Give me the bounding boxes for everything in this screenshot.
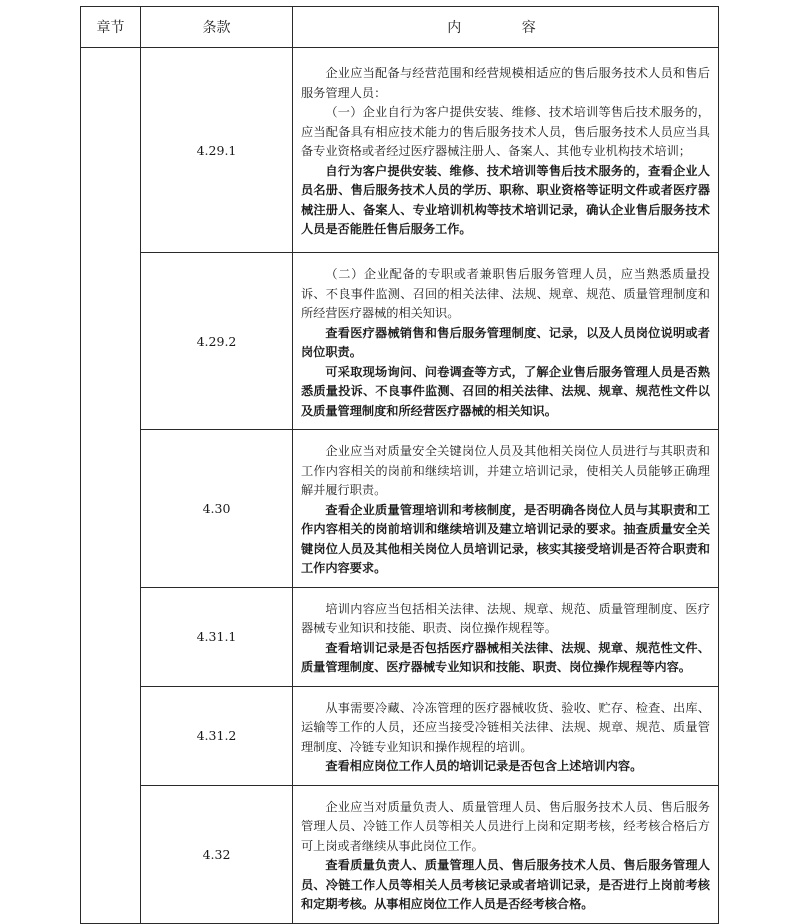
clause-number: 4.30 — [141, 430, 293, 588]
table-row — [81, 587, 719, 686]
clause-number: 4.31.2 — [141, 686, 293, 785]
inspection-method-paragraph: 自行为客户提供安装、维修、技术培训等售后技术服务的，查看企业人员名册、售后服务技术人员的学历、职称、职业资格等证明文件或者医疗器械注册人、备案人、专业培训机构等技术培训记录，确认企业售后服务技术人员是否能胜任售后服务工作。 — [301, 163, 710, 237]
inspection-method-paragraph: 查看企业质量管理培训和考核制度，是否明确各岗位人员与其职责和工作内容相关的岗前培训和继续培训及建立培训记录的要求。抽查质量安全关键岗位人员及其他相关岗位人员培训记录，核实其接受培训是否符合职责和工作内容要求。 — [301, 502, 710, 575]
header-chapter: 章节 — [81, 7, 141, 48]
inspection-method-paragraph: 查看医疗器械销售和售后服务管理制度、记录，以及人员岗位说明或者岗位职责。 — [301, 325, 710, 359]
table-row — [81, 253, 719, 430]
requirement-paragraph: 培训内容应当包括相关法律、法规、规章、规范、质量管理制度、医疗器械专业知识和技能、职责、岗位操作规程等。 — [301, 601, 710, 635]
table-body — [81, 48, 719, 924]
requirement-paragraph: 企业应当对质量安全关键岗位人员及其他相关岗位人员进行与其职责和工作内容相关的岗前和继续培训，并建立培训记录，使相关人员能够正确理解并履行职责。 — [301, 444, 710, 497]
regulation-table-page — [80, 6, 718, 924]
inspection-method-paragraph: 可采取现场询问、问卷调查等方式，了解企业售后服务管理人员是否熟悉质量投诉、不良事件监测、召回的相关法律、法规、规章、规范性文件以及质量管理制度和所经营医疗器械的相关知识。 — [301, 364, 710, 418]
clause-number: 4.29.1 — [141, 48, 293, 253]
table-row — [81, 430, 719, 588]
table-row — [81, 686, 719, 785]
regulation-table — [80, 6, 719, 924]
content-cell — [293, 48, 719, 253]
content-cell — [293, 785, 719, 923]
header-content: 内 容 — [293, 7, 719, 48]
content-cell — [293, 686, 719, 785]
clause-number: 4.32 — [141, 785, 293, 923]
inspection-method-paragraph: 查看相应岗位工作人员的培训记录是否包含上述培训内容。 — [325, 759, 643, 773]
table-header-row — [81, 7, 719, 48]
clause-number: 4.29.2 — [141, 253, 293, 430]
table-row — [81, 48, 719, 253]
header-clause: 条款 — [141, 7, 293, 48]
content-cell — [293, 587, 719, 686]
clause-number: 4.31.1 — [141, 587, 293, 686]
content-cell — [293, 430, 719, 588]
requirement-paragraph: 企业应当配备与经营范围和经营规模相适应的售后服务技术人员和售后服务管理人员： — [301, 66, 710, 100]
inspection-method-paragraph: 查看质量负责人、质量管理人员、售后服务技术人员、售后服务管理人员、冷链工作人员等相关人员考核记录或者培训记录，是否进行上岗前考核和定期考核。从事相应岗位工作人员是否经考核合格。 — [301, 858, 710, 911]
table-row — [81, 785, 719, 923]
requirement-paragraph: 企业应当对质量负责人、质量管理人员、售后服务技术人员、售后服务管理人员、冷链工作人员等相关人员进行上岗和定期考核，经考核合格后方可上岗或者继续从事此岗位工作。 — [301, 799, 710, 853]
inspection-method-paragraph: 查看培训记录是否包括医疗器械相关法律、法规、规章、规范性文件、质量管理制度、医疗器械专业知识和技能、职责、岗位操作规程等内容。 — [301, 640, 710, 674]
requirement-paragraph: （二）企业配备的专职或者兼职售后服务管理人员，应当熟悉质量投诉、不良事件监测、召回的相关法律、法规、规章、规范、质量管理制度和所经营医疗器械的相关知识。 — [301, 267, 710, 320]
chapter-cell — [81, 48, 141, 924]
requirement-paragraph: 从事需要冷藏、冷冻管理的医疗器械收货、验收、贮存、检查、出库、运输等工作的人员，还应当接受冷链相关法律、法规、规章、规范、质量管理制度、冷链专业知识和操作规程的培训。 — [301, 700, 710, 754]
requirement-paragraph: （一）企业自行为客户提供安装、维修、技术培训等售后技术服务的，应当配备具有相应技术能力的售后服务技术人员，售后服务技术人员应当具备专业资格或者经过医疗器械注册人、备案人、其他专业机构技术培训； — [301, 105, 710, 159]
content-cell — [293, 253, 719, 430]
